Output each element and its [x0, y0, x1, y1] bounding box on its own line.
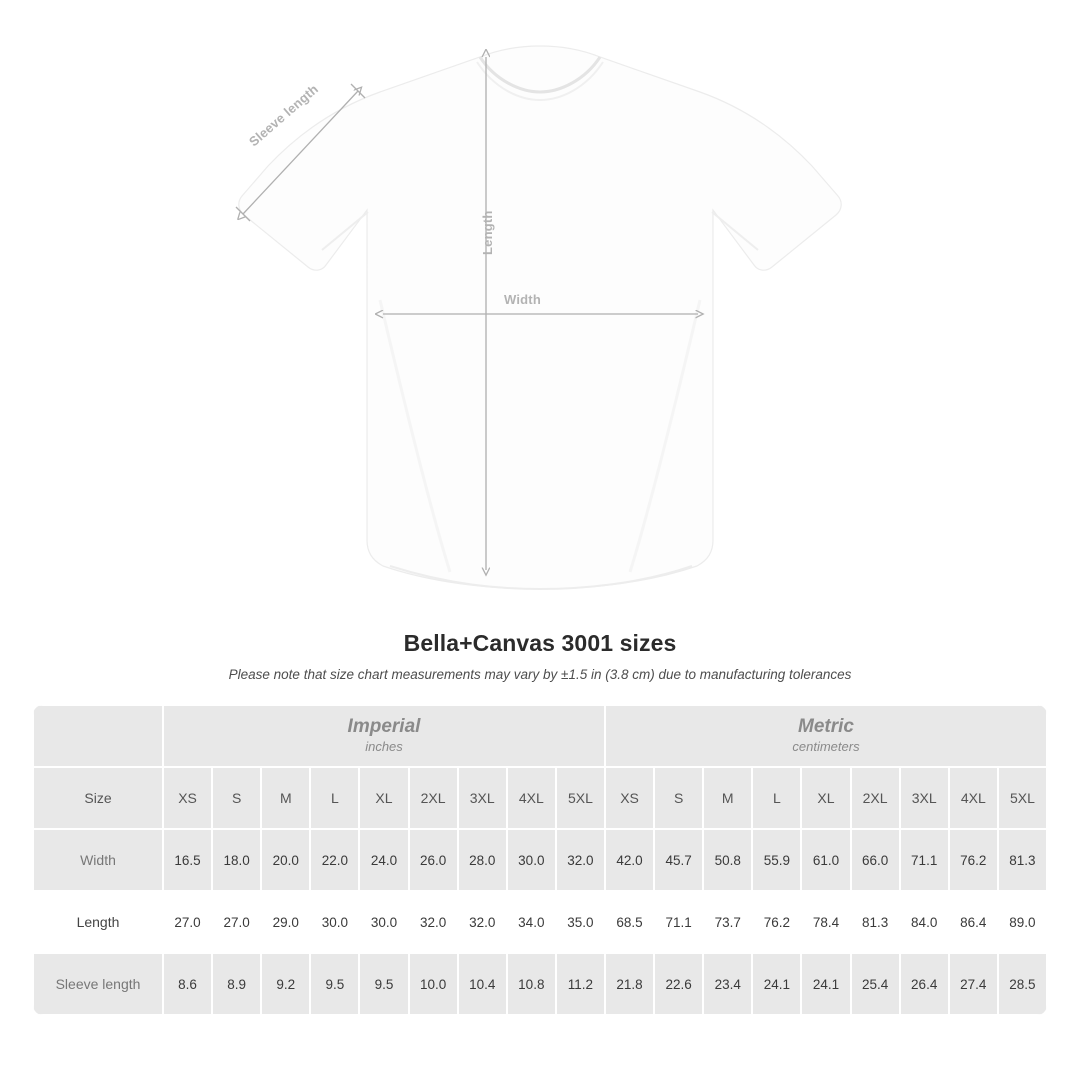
cell-length-metric-0: 68.5 [605, 891, 654, 953]
title-block [0, 630, 1080, 682]
cell-length-metric-1: 71.1 [654, 891, 703, 953]
cell-length-imperial-7: 34.0 [507, 891, 556, 953]
size-table-body [33, 829, 1047, 1015]
cell-length-imperial-2: 29.0 [261, 891, 310, 953]
cell-width-imperial-0: 16.5 [163, 829, 212, 891]
row-label-sleeve-length: Sleeve length [33, 953, 163, 1015]
cell-sleeve-length-metric-4: 24.1 [801, 953, 850, 1015]
cell-width-metric-4: 61.0 [801, 829, 850, 891]
cell-sleeve-length-metric-1: 22.6 [654, 953, 703, 1015]
size-header-label: Size [33, 767, 163, 829]
size-header-metric-xs: XS [605, 767, 654, 829]
size-header-metric-s: S [654, 767, 703, 829]
cell-length-metric-3: 76.2 [752, 891, 801, 953]
cell-sleeve-length-imperial-0: 8.6 [163, 953, 212, 1015]
cell-length-imperial-4: 30.0 [359, 891, 408, 953]
table-row [33, 953, 1047, 1015]
size-header-metric-l: L [752, 767, 801, 829]
cell-width-imperial-5: 26.0 [409, 829, 458, 891]
cell-sleeve-length-imperial-6: 10.4 [458, 953, 507, 1015]
size-header-metric-xl: XL [801, 767, 850, 829]
cell-width-imperial-6: 28.0 [458, 829, 507, 891]
cell-width-metric-3: 55.9 [752, 829, 801, 891]
cell-width-metric-1: 45.7 [654, 829, 703, 891]
cell-length-metric-4: 78.4 [801, 891, 850, 953]
size-table-wrapper [33, 705, 1047, 1015]
cell-length-imperial-8: 35.0 [556, 891, 605, 953]
cell-sleeve-length-metric-7: 27.4 [949, 953, 998, 1015]
length-label: Length [480, 210, 495, 255]
cell-width-metric-5: 66.0 [851, 829, 900, 891]
size-header-imperial-xs: XS [163, 767, 212, 829]
tolerance-note: Please note that size chart measurements may vary by ±1.5 in (3.8 cm) due to manufacturing tolerances [228, 667, 852, 682]
cell-sleeve-length-imperial-5: 10.0 [409, 953, 458, 1015]
cell-width-imperial-1: 18.0 [212, 829, 261, 891]
unit-sub-metric: centimeters [792, 738, 860, 754]
cell-sleeve-length-imperial-3: 9.5 [310, 953, 359, 1015]
unit-sub-imperial: inches [365, 738, 403, 754]
table-row [33, 829, 1047, 891]
cell-width-imperial-4: 24.0 [359, 829, 408, 891]
cell-width-metric-0: 42.0 [605, 829, 654, 891]
unit-header-metric [605, 705, 1047, 767]
cell-length-imperial-3: 30.0 [310, 891, 359, 953]
cell-width-metric-7: 76.2 [949, 829, 998, 891]
size-header-metric-m: M [703, 767, 752, 829]
size-header-row [33, 767, 1047, 829]
cell-width-imperial-7: 30.0 [507, 829, 556, 891]
size-header-metric-4xl: 4XL [949, 767, 998, 829]
cell-sleeve-length-metric-2: 23.4 [703, 953, 752, 1015]
cell-sleeve-length-imperial-4: 9.5 [359, 953, 408, 1015]
cell-sleeve-length-metric-0: 21.8 [605, 953, 654, 1015]
cell-sleeve-length-metric-5: 25.4 [851, 953, 900, 1015]
size-header-metric-2xl: 2XL [851, 767, 900, 829]
cell-width-imperial-2: 20.0 [261, 829, 310, 891]
cell-sleeve-length-metric-3: 24.1 [752, 953, 801, 1015]
sleeve-length-label: Sleeve length [246, 81, 322, 150]
unit-header-corner [33, 705, 163, 767]
table-row [33, 891, 1047, 953]
size-header-metric-3xl: 3XL [900, 767, 949, 829]
size-header-imperial-m: M [261, 767, 310, 829]
unit-header-row [33, 705, 1047, 767]
cell-sleeve-length-imperial-8: 11.2 [556, 953, 605, 1015]
size-header-imperial-4xl: 4XL [507, 767, 556, 829]
cell-width-metric-6: 71.1 [900, 829, 949, 891]
cell-sleeve-length-metric-8: 28.5 [998, 953, 1047, 1015]
cell-width-imperial-3: 22.0 [310, 829, 359, 891]
size-header-imperial-s: S [212, 767, 261, 829]
size-table [33, 705, 1047, 1015]
unit-name-metric: Metric [798, 715, 854, 737]
width-label: Width [504, 292, 541, 307]
size-header-imperial-3xl: 3XL [458, 767, 507, 829]
cell-width-imperial-8: 32.0 [556, 829, 605, 891]
tshirt-shape [239, 46, 841, 589]
cell-sleeve-length-metric-6: 26.4 [900, 953, 949, 1015]
cell-sleeve-length-imperial-2: 9.2 [261, 953, 310, 1015]
cell-length-metric-8: 89.0 [998, 891, 1047, 953]
cell-length-metric-2: 73.7 [703, 891, 752, 953]
cell-width-metric-2: 50.8 [703, 829, 752, 891]
row-label-length: Length [33, 891, 163, 953]
cell-length-imperial-1: 27.0 [212, 891, 261, 953]
cell-length-metric-7: 86.4 [949, 891, 998, 953]
size-header-metric-5xl: 5XL [998, 767, 1047, 829]
cell-length-imperial-0: 27.0 [163, 891, 212, 953]
page-title: Bella+Canvas 3001 sizes [403, 630, 677, 656]
row-label-width: Width [33, 829, 163, 891]
size-header-imperial-l: L [310, 767, 359, 829]
size-header-imperial-5xl: 5XL [556, 767, 605, 829]
cell-length-imperial-5: 32.0 [409, 891, 458, 953]
size-header-imperial-2xl: 2XL [409, 767, 458, 829]
cell-length-metric-5: 81.3 [851, 891, 900, 953]
unit-name-imperial: Imperial [347, 715, 421, 737]
unit-header-imperial [163, 705, 605, 767]
cell-length-imperial-6: 32.0 [458, 891, 507, 953]
cell-sleeve-length-imperial-1: 8.9 [212, 953, 261, 1015]
cell-sleeve-length-imperial-7: 10.8 [507, 953, 556, 1015]
size-header-imperial-xl: XL [359, 767, 408, 829]
cell-length-metric-6: 84.0 [900, 891, 949, 953]
cell-width-metric-8: 81.3 [998, 829, 1047, 891]
